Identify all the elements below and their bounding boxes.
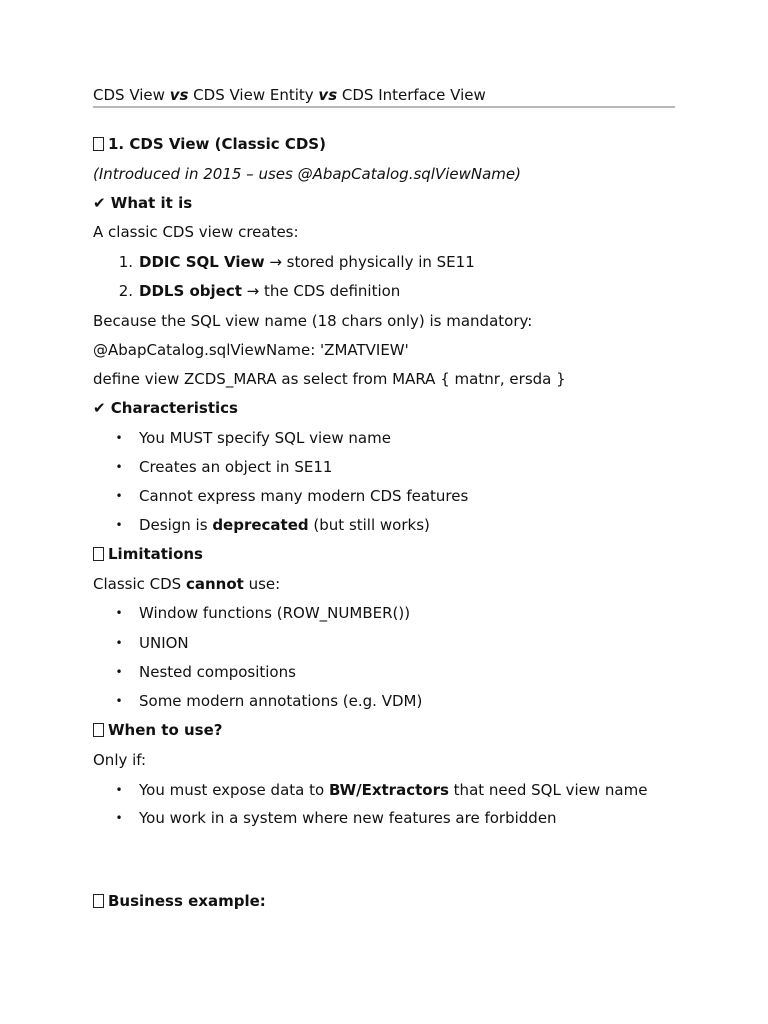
item-bold-term: DDLS object <box>139 282 242 300</box>
section-heading-text: 1. CDS View (Classic CDS) <box>108 135 326 153</box>
list-item-text: Cannot express many modern CDS features <box>139 487 469 505</box>
item-bold-term: DDIC SQL View <box>139 253 265 271</box>
title-part-2: CDS View Entity <box>188 86 319 104</box>
title-underline-rule <box>93 106 675 108</box>
missing-emoji-icon <box>93 723 104 737</box>
list-item-text: You must expose data to <box>139 781 329 799</box>
title-part-1: CDS View <box>93 86 170 104</box>
bullet-icon: • <box>115 783 123 797</box>
business-example-heading <box>93 891 266 911</box>
bullet-icon: • <box>115 811 123 825</box>
list-item-text: Design is <box>139 516 213 534</box>
list-item-text: Nested compositions <box>139 663 296 681</box>
bullet-icon: • <box>115 606 123 620</box>
item-number: 2. <box>118 282 133 300</box>
list-item-text: UNION <box>139 634 189 652</box>
list-item-text: Window functions (ROW_NUMBER()) <box>139 604 411 622</box>
list-item-text: You work in a system where new features are forbidden <box>139 809 557 827</box>
section-heading <box>93 134 326 154</box>
when-to-use-heading <box>93 720 222 740</box>
limitations-heading <box>93 544 203 564</box>
list-item-text: Some modern annotations (e.g. VDM) <box>139 692 423 710</box>
characteristics-heading: ✔ Characteristics <box>93 399 238 417</box>
limitations-intro-text: Classic CDS <box>93 575 186 593</box>
limitations-intro <box>93 574 280 594</box>
bullet-icon: • <box>115 518 123 532</box>
title-part-3: CDS Interface View <box>337 86 486 104</box>
missing-emoji-icon <box>93 547 104 561</box>
limitations-heading-text: Limitations <box>108 545 203 563</box>
missing-emoji-icon <box>93 894 104 908</box>
bullet-icon: • <box>115 636 123 650</box>
list-item-bold: BW/Extractors <box>328 781 449 799</box>
section-intro: (Introduced in 2015 – uses @AbapCatalog.sqlViewName) <box>93 165 521 183</box>
bullet-icon: • <box>115 460 123 474</box>
title-vs-1: vs <box>169 86 189 104</box>
title-vs-2: vs <box>318 86 338 104</box>
code-line-annotation: @AbapCatalog.sqlViewName: 'ZMATVIEW' <box>93 341 409 359</box>
limitations-intro-tail: use: <box>243 575 281 593</box>
list-item-text: Creates an object in SE11 <box>139 458 333 476</box>
bullet-icon: • <box>115 489 123 503</box>
when-to-use-heading-text: When to use? <box>108 721 223 739</box>
bullet-icon: • <box>115 431 123 445</box>
because-paragraph: Because the SQL view name (18 chars only) is mandatory: <box>93 312 533 330</box>
only-if-paragraph: Only if: <box>93 751 147 769</box>
what-it-is-heading: ✔ What it is <box>93 194 193 212</box>
list-item-text: You MUST specify SQL view name <box>139 429 391 447</box>
limitations-intro-bold: cannot <box>185 575 244 593</box>
item-description: → stored physically in SE11 <box>264 253 475 271</box>
item-number: 1. <box>118 253 133 271</box>
document-title <box>93 86 675 108</box>
code-line-define: define view ZCDS_MARA as select from MARA { matnr, ersda } <box>93 370 566 388</box>
missing-emoji-icon <box>93 137 104 151</box>
creates-paragraph: A classic CDS view creates: <box>93 223 299 241</box>
bullet-icon: • <box>115 694 123 708</box>
list-item-text-tail: (but still works) <box>308 516 430 534</box>
list-item-bold: deprecated <box>212 516 309 534</box>
bullet-icon: • <box>115 665 123 679</box>
item-description: → the CDS definition <box>241 282 401 300</box>
business-example-heading-text: Business example: <box>108 892 266 910</box>
list-item-text-tail: that need SQL view name <box>448 781 648 799</box>
